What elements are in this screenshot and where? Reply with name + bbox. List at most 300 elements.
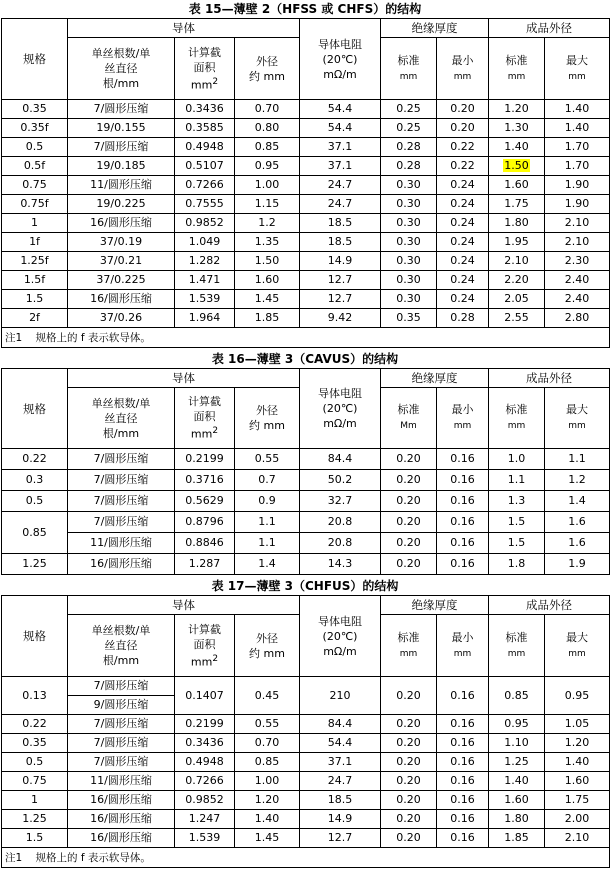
table-cell-finished-std: 2.10 — [489, 252, 545, 271]
header-resistance: 导体电阻 (20℃) mΩ/m — [300, 596, 381, 677]
table-cell-insul-min: 0.16 — [437, 829, 489, 848]
table-cell-insul-std: 0.20 — [381, 772, 437, 791]
table-cell-finished-std: 1.10 — [489, 734, 545, 753]
table-cell-outer-diameter: 0.70 — [235, 100, 300, 119]
table-cell-spec: 1.5 — [2, 829, 68, 848]
table-cell-resistance: 37.1 — [300, 138, 381, 157]
table-cell-area: 1.282 — [175, 252, 235, 271]
table-cell-area: 1.471 — [175, 271, 235, 290]
table-cell-insul-min: 0.24 — [437, 195, 489, 214]
table-cell-finished-std: 1.75 — [489, 195, 545, 214]
table-cell-spec: 1.25f — [2, 252, 68, 271]
table-cell-strands: 19/0.225 — [68, 195, 175, 214]
table-cell-spec: 0.35 — [2, 100, 68, 119]
table-cell-strands: 7/圆形压缩 — [68, 715, 175, 734]
table-cell-outer-diameter: 1.1 — [235, 533, 300, 554]
table-cell-spec: 1 — [2, 791, 68, 810]
table-cell-spec: 2f — [2, 309, 68, 328]
table-cell-outer-diameter: 1.60 — [235, 271, 300, 290]
table-cell-finished-max: 1.90 — [545, 195, 610, 214]
table-cell-finished-max: 2.30 — [545, 252, 610, 271]
table-cell-outer-diameter: 0.95 — [235, 157, 300, 176]
table-cell-resistance: 24.7 — [300, 772, 381, 791]
table17-title: 表 17—薄壁 3（CHFUS）的结构 — [211, 579, 399, 593]
header-outer-diameter: 外径 约 mm — [235, 615, 300, 677]
table-cell-spec: 0.35 — [2, 734, 68, 753]
table-row — [2, 290, 610, 309]
table-cell-spec: 0.3 — [2, 470, 68, 491]
table-cell-strands: 11/圆形压缩 — [68, 533, 175, 554]
table-cell-insul-min: 0.20 — [437, 119, 489, 138]
table-cell-resistance: 50.2 — [300, 470, 381, 491]
table-cell-insul-std: 0.28 — [381, 138, 437, 157]
table-cell-area: 0.3436 — [175, 100, 235, 119]
table-cell-finished-max: 1.1 — [545, 449, 610, 470]
table-cell-finished-std: 2.05 — [489, 290, 545, 309]
table-row — [2, 734, 610, 753]
table-cell-insul-min: 0.16 — [437, 791, 489, 810]
header-conductor: 导体 — [68, 369, 300, 388]
table16-title: 表 16—薄壁 3（CAVUS）的结构 — [211, 352, 399, 366]
table-cell-strands: 19/0.155 — [68, 119, 175, 138]
table17 — [1, 595, 610, 868]
table-cell-finished-max: 1.2 — [545, 470, 610, 491]
table-cell-insul-std: 0.30 — [381, 233, 437, 252]
table-cell-insul-min: 0.28 — [437, 309, 489, 328]
table-cell-insul-min: 0.16 — [437, 554, 489, 575]
table-cell-strands: 37/0.21 — [68, 252, 175, 271]
table-cell-spec: 0.85 — [2, 512, 68, 554]
table-cell-strands: 16/圆形压缩 — [68, 554, 175, 575]
table-cell-area: 0.2199 — [175, 449, 235, 470]
table-cell-area: 0.5107 — [175, 157, 235, 176]
table-cell-insul-min: 0.24 — [437, 290, 489, 309]
header-insul-std: 标准 mm — [381, 38, 437, 100]
table16 — [1, 368, 610, 575]
table-cell-finished-max: 0.95 — [545, 677, 610, 715]
table-cell-insul-min: 0.16 — [437, 772, 489, 791]
table-cell-insul-min: 0.24 — [437, 214, 489, 233]
table-row — [2, 138, 610, 157]
table-cell-area: 1.539 — [175, 290, 235, 309]
table-cell-area: 0.7266 — [175, 772, 235, 791]
table-cell-area: 0.3436 — [175, 734, 235, 753]
table-cell-insul-std: 0.20 — [381, 829, 437, 848]
table-cell-area: 0.9852 — [175, 791, 235, 810]
table-row — [2, 533, 610, 554]
table-cell-insul-min: 0.22 — [437, 138, 489, 157]
table-row — [2, 810, 610, 829]
table-cell-outer-diameter: 0.55 — [235, 715, 300, 734]
table-cell-insul-min: 0.20 — [437, 100, 489, 119]
table-cell-insul-min: 0.16 — [437, 677, 489, 715]
table-cell-insul-min: 0.24 — [437, 271, 489, 290]
table-cell-outer-diameter: 0.85 — [235, 753, 300, 772]
table-cell-insul-std: 0.20 — [381, 470, 437, 491]
table-cell-finished-std: 1.85 — [489, 829, 545, 848]
table-cell-spec: 0.5f — [2, 157, 68, 176]
table-cell-insul-std: 0.20 — [381, 449, 437, 470]
table-cell-finished-max: 2.10 — [545, 829, 610, 848]
table-cell-outer-diameter: 1.85 — [235, 309, 300, 328]
table-row — [2, 829, 610, 848]
table-cell-resistance: 12.7 — [300, 290, 381, 309]
table-cell-finished-max: 1.70 — [545, 138, 610, 157]
table-cell-insul-std: 0.35 — [381, 309, 437, 328]
header-resistance: 导体电阻 (20℃) mΩ/m — [300, 19, 381, 100]
table-cell-finished-max: 1.70 — [545, 157, 610, 176]
table-cell-resistance: 37.1 — [300, 157, 381, 176]
table-cell-insul-min: 0.16 — [437, 753, 489, 772]
table-cell-finished-std: 1.5 — [489, 512, 545, 533]
table-cell-strands: 7/圆形压缩 — [68, 753, 175, 772]
header-strands: 单丝根数/单 丝直径 根/mm — [68, 38, 175, 100]
table-cell-insul-min: 0.24 — [437, 233, 489, 252]
table-cell-spec: 0.22 — [2, 449, 68, 470]
table-cell-area: 0.1407 — [175, 677, 235, 715]
table-cell-finished-max: 1.20 — [545, 734, 610, 753]
table-cell-strands: 19/0.185 — [68, 157, 175, 176]
header-outer-diameter: 外径 约 mm — [235, 388, 300, 449]
table-cell-finished-std: 1.1 — [489, 470, 545, 491]
table-cell-resistance: 32.7 — [300, 491, 381, 512]
table-cell-finished-std: 1.8 — [489, 554, 545, 575]
table-row — [2, 791, 610, 810]
table-cell-finished-std: 1.0 — [489, 449, 545, 470]
header-finished-std: 标准 mm — [489, 615, 545, 677]
table-cell-resistance: 84.4 — [300, 449, 381, 470]
table-cell-spec: 0.35f — [2, 119, 68, 138]
table-cell-finished-max: 1.40 — [545, 753, 610, 772]
table-cell-resistance: 37.1 — [300, 753, 381, 772]
table-cell-insul-min: 0.16 — [437, 810, 489, 829]
table-row — [2, 176, 610, 195]
table-cell-finished-max: 2.10 — [545, 214, 610, 233]
table-cell-insul-min: 0.16 — [437, 491, 489, 512]
table-cell-insul-std: 0.20 — [381, 491, 437, 512]
header-outer-diameter: 外径 约 mm — [235, 38, 300, 100]
header-area: 计算截 面积 $mm^2$ — [175, 615, 235, 677]
table-cell-finished-std: 1.25 — [489, 753, 545, 772]
table-cell-resistance: 18.5 — [300, 791, 381, 810]
table-cell-resistance: 24.7 — [300, 176, 381, 195]
table-cell-outer-diameter: 1.4 — [235, 554, 300, 575]
table-cell-finished-std: 1.95 — [489, 233, 545, 252]
header-conductor: 导体 — [68, 596, 300, 615]
table-cell-finished-std: 2.20 — [489, 271, 545, 290]
table-cell-resistance: 54.4 — [300, 734, 381, 753]
table-cell-spec: 0.75 — [2, 772, 68, 791]
table-cell-resistance: 14.9 — [300, 810, 381, 829]
table-row — [2, 157, 610, 176]
header-finished-max: 最大 mm — [545, 615, 610, 677]
table-cell-insul-min: 0.24 — [437, 176, 489, 195]
table-cell-area: 0.3716 — [175, 470, 235, 491]
table-cell-strands: 37/0.225 — [68, 271, 175, 290]
header-finished-max: 最大 mm — [545, 38, 610, 100]
table-cell-strands: 7/圆形压缩 — [68, 470, 175, 491]
table-cell-outer-diameter: 1.2 — [235, 214, 300, 233]
table-cell-insul-std: 0.30 — [381, 271, 437, 290]
header-spec: 规格 — [2, 369, 68, 449]
table-cell-strands: 11/圆形压缩 — [68, 176, 175, 195]
table-cell-spec: 1 — [2, 214, 68, 233]
table-row — [2, 470, 610, 491]
header-conductor: 导体 — [68, 19, 300, 38]
table-cell-finished-max: 1.60 — [545, 772, 610, 791]
table-cell-outer-diameter: 1.40 — [235, 810, 300, 829]
table-cell-insul-std: 0.20 — [381, 791, 437, 810]
table-row — [2, 214, 610, 233]
table-cell-insul-std: 0.30 — [381, 252, 437, 271]
header-area: 计算截 面积 $mm^2$ — [175, 388, 235, 449]
table-cell-spec: 1f — [2, 233, 68, 252]
table-row — [2, 554, 610, 575]
table-cell-resistance: 84.4 — [300, 715, 381, 734]
table-cell-outer-diameter: 1.45 — [235, 290, 300, 309]
table-cell-spec: 1.5f — [2, 271, 68, 290]
table-cell-insul-min: 0.16 — [437, 470, 489, 491]
table-cell-finished-std: 1.80 — [489, 214, 545, 233]
table-cell-strands: 7/圆形压缩 — [68, 677, 175, 696]
table-cell-spec: 1.5 — [2, 290, 68, 309]
table-cell-finished-max: 1.6 — [545, 533, 610, 554]
table-cell-finished-std: 1.60 — [489, 176, 545, 195]
table-cell-insul-std: 0.30 — [381, 176, 437, 195]
table-cell-finished-max: 2.40 — [545, 290, 610, 309]
table-cell-strands: 16/圆形压缩 — [68, 290, 175, 309]
table-cell-insul-std: 0.25 — [381, 100, 437, 119]
header-finished-std: 标准 mm — [489, 388, 545, 449]
table-cell-area: 0.7555 — [175, 195, 235, 214]
table-row — [2, 753, 610, 772]
table-cell-resistance: 12.7 — [300, 829, 381, 848]
table-cell-spec: 0.5 — [2, 138, 68, 157]
table-cell-finished-std: 1.80 — [489, 810, 545, 829]
table-cell-outer-diameter: 0.7 — [235, 470, 300, 491]
table-cell-insul-std: 0.20 — [381, 734, 437, 753]
table-cell-insul-min: 0.16 — [437, 734, 489, 753]
table-cell-finished-max: 1.05 — [545, 715, 610, 734]
header-insulation-thickness: 绝缘厚度 — [381, 19, 489, 38]
table-cell-area: 1.964 — [175, 309, 235, 328]
table-cell-outer-diameter: 1.35 — [235, 233, 300, 252]
table-cell-area: 0.8846 — [175, 533, 235, 554]
highlighted-value: 1.50 — [504, 159, 529, 172]
table-cell-outer-diameter: 0.55 — [235, 449, 300, 470]
table-cell-spec: 0.75f — [2, 195, 68, 214]
header-insul-min: 最小 mm — [437, 38, 489, 100]
header-insul-min: 最小 mm — [437, 615, 489, 677]
table-cell-strands: 16/圆形压缩 — [68, 214, 175, 233]
table-cell-area: 0.2199 — [175, 715, 235, 734]
header-insulation-thickness: 绝缘厚度 — [381, 596, 489, 615]
table-row — [2, 715, 610, 734]
table-cell-area: 1.049 — [175, 233, 235, 252]
table-cell-resistance: 14.3 — [300, 554, 381, 575]
table-cell-outer-diameter: 1.45 — [235, 829, 300, 848]
table-cell-finished-max: 1.40 — [545, 119, 610, 138]
table-row — [2, 512, 610, 533]
table-cell-area: 1.247 — [175, 810, 235, 829]
table-cell-insul-min: 0.24 — [437, 252, 489, 271]
table-cell-finished-max: 2.80 — [545, 309, 610, 328]
table-cell-resistance: 18.5 — [300, 233, 381, 252]
table-cell-outer-diameter: 1.15 — [235, 195, 300, 214]
table-cell-spec: 0.5 — [2, 753, 68, 772]
table-cell-finished-std: 1.20 — [489, 100, 545, 119]
table-cell-strands: 7/圆形压缩 — [68, 100, 175, 119]
table-cell-insul-std: 0.20 — [381, 512, 437, 533]
header-finished-diameter: 成品外径 — [489, 19, 610, 38]
table-row — [2, 252, 610, 271]
table-cell-finished-std: 2.55 — [489, 309, 545, 328]
table-cell-insul-std: 0.25 — [381, 119, 437, 138]
table-cell-finished-std: 0.95 — [489, 715, 545, 734]
table-cell-spec: 1.25 — [2, 810, 68, 829]
table-cell-finished-max: 2.10 — [545, 233, 610, 252]
table-cell-resistance: 9.42 — [300, 309, 381, 328]
table-cell-strands: 9/圆形压缩 — [68, 696, 175, 715]
table-row — [2, 772, 610, 791]
table-cell-resistance: 18.5 — [300, 214, 381, 233]
header-insulation-thickness: 绝缘厚度 — [381, 369, 489, 388]
table-cell-spec: 0.75 — [2, 176, 68, 195]
table-cell-finished-std — [489, 157, 545, 176]
header-finished-diameter: 成品外径 — [489, 369, 610, 388]
header-insul-min: 最小 mm — [437, 388, 489, 449]
table15-title: 表 15—薄壁 2（HFSS 或 CHFS）的结构 — [188, 2, 422, 16]
table-cell-finished-max: 1.4 — [545, 491, 610, 512]
table-cell-finished-std: 0.85 — [489, 677, 545, 715]
table-cell-spec: 1.25 — [2, 554, 68, 575]
table-cell-insul-std: 0.30 — [381, 290, 437, 309]
table-cell-insul-std: 0.20 — [381, 533, 437, 554]
table-cell-area: 0.8796 — [175, 512, 235, 533]
table-cell-strands: 7/圆形压缩 — [68, 512, 175, 533]
table-cell-outer-diameter: 0.85 — [235, 138, 300, 157]
header-strands: 单丝根数/单 丝直径 根/mm — [68, 615, 175, 677]
table-cell-area: 0.7266 — [175, 176, 235, 195]
table-cell-insul-std: 0.28 — [381, 157, 437, 176]
table-cell-resistance: 12.7 — [300, 271, 381, 290]
table-cell-area: 0.4948 — [175, 138, 235, 157]
table-cell-resistance: 14.9 — [300, 252, 381, 271]
table-cell-area: 0.9852 — [175, 214, 235, 233]
table-cell-outer-diameter: 1.00 — [235, 772, 300, 791]
table-row — [2, 491, 610, 512]
table-cell-resistance: 54.4 — [300, 100, 381, 119]
header-finished-diameter: 成品外径 — [489, 596, 610, 615]
table15-note: 注1 规格上的 f 表示软导体。 — [2, 328, 610, 348]
table-cell-finished-std: 1.60 — [489, 791, 545, 810]
table-cell-outer-diameter: 0.70 — [235, 734, 300, 753]
table-cell-finished-std: 1.3 — [489, 491, 545, 512]
table-row — [2, 100, 610, 119]
table-cell-insul-std: 0.20 — [381, 677, 437, 715]
table-row — [2, 271, 610, 290]
table-cell-insul-min: 0.16 — [437, 715, 489, 734]
table-cell-resistance: 24.7 — [300, 195, 381, 214]
header-finished-max: 最大 mm — [545, 388, 610, 449]
table-cell-strands: 7/圆形压缩 — [68, 734, 175, 753]
table-row — [2, 195, 610, 214]
table-cell-finished-max: 1.6 — [545, 512, 610, 533]
header-area: 计算截 面积 $mm^2$ — [175, 38, 235, 100]
table-cell-finished-std: 1.5 — [489, 533, 545, 554]
table-cell-area: 1.539 — [175, 829, 235, 848]
table-cell-area: 0.5629 — [175, 491, 235, 512]
table-cell-finished-std: 1.40 — [489, 772, 545, 791]
table-cell-insul-min: 0.16 — [437, 512, 489, 533]
table-cell-insul-std: 0.20 — [381, 554, 437, 575]
table-cell-strands: 11/圆形压缩 — [68, 772, 175, 791]
table-cell-insul-std: 0.30 — [381, 195, 437, 214]
table-cell-finished-max: 1.40 — [545, 100, 610, 119]
header-strands: 单丝根数/单 丝直径 根/mm — [68, 388, 175, 449]
table-cell-area: 0.3585 — [175, 119, 235, 138]
table-cell-finished-std: 1.30 — [489, 119, 545, 138]
table-cell-area: 0.4948 — [175, 753, 235, 772]
table-cell-strands: 7/圆形压缩 — [68, 491, 175, 512]
table-cell-resistance: 54.4 — [300, 119, 381, 138]
table-cell-outer-diameter: 1.00 — [235, 176, 300, 195]
table-cell-outer-diameter: 0.45 — [235, 677, 300, 715]
table-cell-resistance: 20.8 — [300, 512, 381, 533]
header-insul-std: 标准 mm — [381, 615, 437, 677]
table-cell-finished-max: 1.75 — [545, 791, 610, 810]
table17-note: 注1 规格上的 f 表示软导体。 — [2, 848, 610, 868]
table-row — [2, 233, 610, 252]
table-row — [2, 309, 610, 328]
table-row — [2, 449, 610, 470]
table-cell-insul-min: 0.22 — [437, 157, 489, 176]
table-cell-strands: 16/圆形压缩 — [68, 810, 175, 829]
table-cell-outer-diameter: 1.1 — [235, 512, 300, 533]
table-cell-insul-std: 0.20 — [381, 715, 437, 734]
table-cell-insul-std: 0.20 — [381, 810, 437, 829]
table-cell-finished-max: 1.90 — [545, 176, 610, 195]
table-cell-resistance: 210 — [300, 677, 381, 715]
table-cell-finished-max: 2.40 — [545, 271, 610, 290]
table-cell-strands: 16/圆形压缩 — [68, 829, 175, 848]
table-cell-strands: 37/0.19 — [68, 233, 175, 252]
table-cell-spec: 0.13 — [2, 677, 68, 715]
header-finished-std: 标准 mm — [489, 38, 545, 100]
table-cell-strands: 7/圆形压缩 — [68, 138, 175, 157]
table-cell-area: 1.287 — [175, 554, 235, 575]
table-cell-spec: 0.5 — [2, 491, 68, 512]
table-cell-finished-max: 2.00 — [545, 810, 610, 829]
table-cell-outer-diameter: 1.20 — [235, 791, 300, 810]
table-cell-insul-min: 0.16 — [437, 533, 489, 554]
table-cell-spec: 0.22 — [2, 715, 68, 734]
table-cell-outer-diameter: 1.50 — [235, 252, 300, 271]
table-cell-outer-diameter: 0.9 — [235, 491, 300, 512]
header-resistance: 导体电阻 (20℃) mΩ/m — [300, 369, 381, 449]
header-spec: 规格 — [2, 19, 68, 100]
header-insul-std: 标准 Mm — [381, 388, 437, 449]
table-cell-finished-std: 1.40 — [489, 138, 545, 157]
table-row — [2, 119, 610, 138]
table-cell-strands: 37/0.26 — [68, 309, 175, 328]
table-cell-strands: 16/圆形压缩 — [68, 791, 175, 810]
table-cell-insul-std: 0.30 — [381, 214, 437, 233]
header-spec: 规格 — [2, 596, 68, 677]
table15 — [1, 18, 610, 348]
table-cell-insul-min: 0.16 — [437, 449, 489, 470]
table-cell-insul-std: 0.20 — [381, 753, 437, 772]
